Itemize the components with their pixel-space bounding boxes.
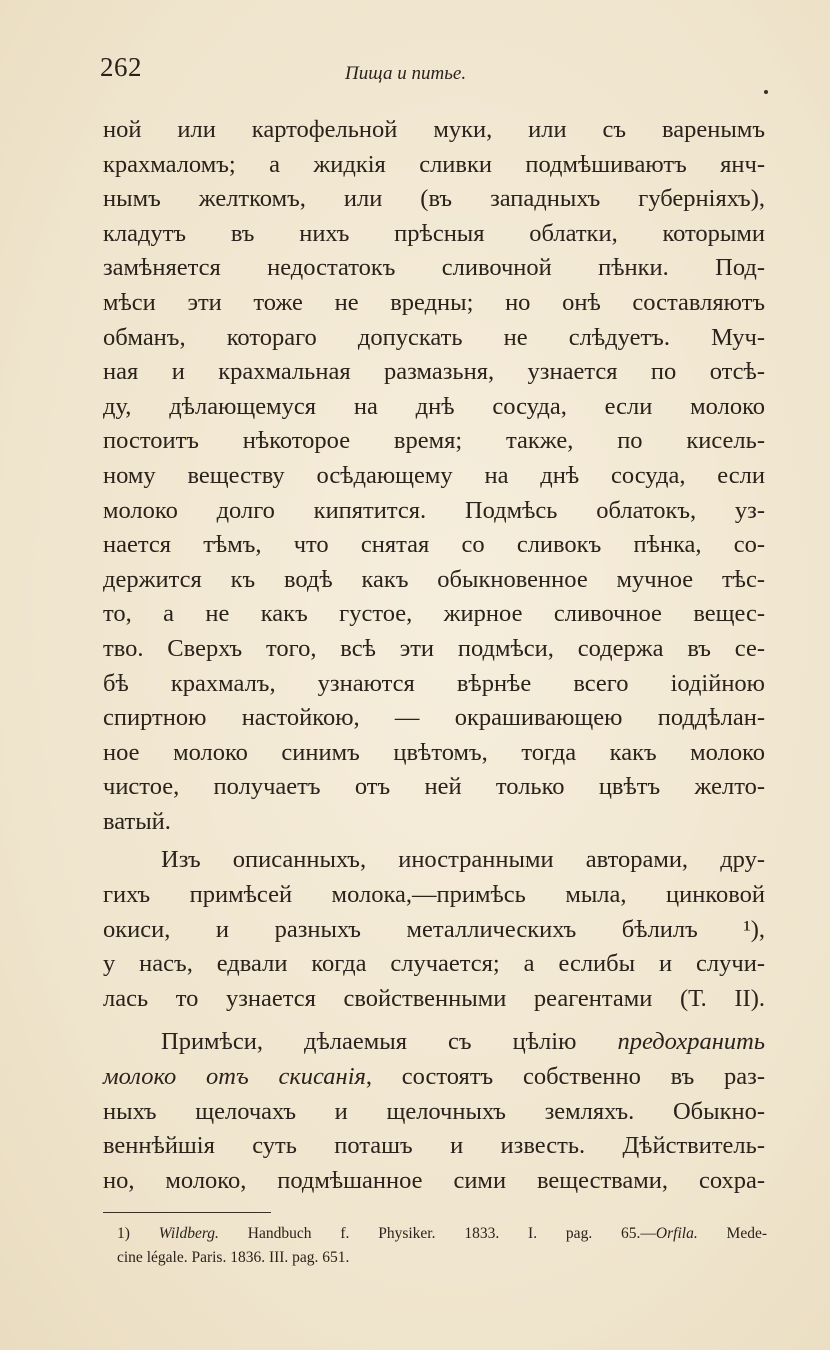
text-line: нымъ желткомъ, или (въ западныхъ губерніяхъ), [103,185,765,213]
running-title: Пища и питье. [345,63,467,84]
text-line: веннѣйшія суть поташъ и известь. Дѣйствитель- [103,1132,765,1160]
emphasis-text: предохранить [617,1028,765,1056]
footnote-marker: 1) [117,1225,130,1242]
ink-speck [764,90,768,94]
text-line: то, а не какъ густое, жирное сливочное вещес- [103,600,765,628]
text-line: мѣси эти тоже не вредны; но онѣ составляютъ [103,288,765,316]
text-line: чистое, получаетъ отъ ней только цвѣтъ желто- [103,773,765,801]
footnote-rule [103,1212,271,1213]
footnote [117,1222,767,1270]
text-line: обманъ, котораго допускать не слѣдуетъ. Муч- [103,323,765,351]
text-line [103,1025,765,1060]
text-line: нается тѣмъ, что снятая со сливокъ пѣнка, со- [103,531,765,559]
text-line [103,1060,765,1095]
text-line: замѣняется недостатокъ сливочной пѣнки. Под- [103,254,765,282]
text-line: ныхъ щелочахъ и щелочныхъ земляхъ. Обыкно- [103,1097,765,1125]
text-line: окиси, и разныхъ металлическихъ бѣлилъ ¹), [103,915,765,943]
text-line: ной или картофельной муки, или съ варенымъ [103,116,765,143]
page-number: 262 [100,52,142,82]
text-line: бѣ крахмалъ, узнаются вѣрнѣе всего іодійною [103,669,765,697]
text-line: спиртною настойкою, — окрашивающею поддѣлан- [103,704,765,732]
text-run: Примѣси, дѣлаемыя съ цѣлію [161,1028,618,1056]
text-line: тво. Сверхъ того, всѣ эти подмѣси, содержа въ се- [103,634,765,662]
text-line: ду, дѣлающемуся на днѣ сосуда, если молоко [103,392,765,420]
footnote-author: Orfila. [655,1225,698,1242]
footnote-text: Handbuch f. Physiker. 1833. I. pag. 65.— [218,1225,656,1242]
text-line: крахмаломъ; а жидкія сливки подмѣшиваютъ янч- [103,150,765,178]
text-line: молоко долго кипятится. Подмѣсь облатокъ, уз- [103,496,765,524]
text-line: ная и крахмальная размазьня, узнается по отсѣ- [103,358,765,386]
footnote-line [117,1222,767,1246]
text-line: постоитъ нѣкоторое время; также, по кисель- [103,427,765,455]
text-line: Изъ описанныхъ, иностранными авторами, дру- [161,846,765,874]
footnote-text: Mede- [697,1225,768,1242]
body-text [103,113,765,1198]
footnote-author: Wildberg. [158,1225,219,1242]
text-line: ному веществу осѣдающему на днѣ сосуда, если [103,461,765,489]
text-line: держится къ водѣ какъ обыкновенное мучное тѣс- [103,565,765,593]
text-line: у насъ, едвали когда случается; а еслибы и случи- [103,950,765,978]
text-line: ное молоко синимъ цвѣтомъ, тогда какъ молоко [103,738,765,766]
paragraph-gap [103,1016,765,1025]
emphasis-text: молоко отъ скисанія [103,1063,366,1091]
text-run: , состоятъ собственно въ раз- [365,1063,765,1091]
footnote-line: cine légale. Paris. 1836. III. pag. 651. [117,1249,350,1266]
text-line: кладутъ въ нихъ прѣсныя облатки, которыми [103,219,765,247]
text-line: гихъ примѣсей молока,—примѣсь мыла, цинковой [103,881,765,909]
text-line: ватый. [103,807,171,835]
page-header [100,52,770,92]
text-line: но, молоко, подмѣшанное сими веществами, сохра- [103,1166,765,1194]
text-line: лась то узнается свойственными реагентами (Т. II). [103,984,765,1012]
